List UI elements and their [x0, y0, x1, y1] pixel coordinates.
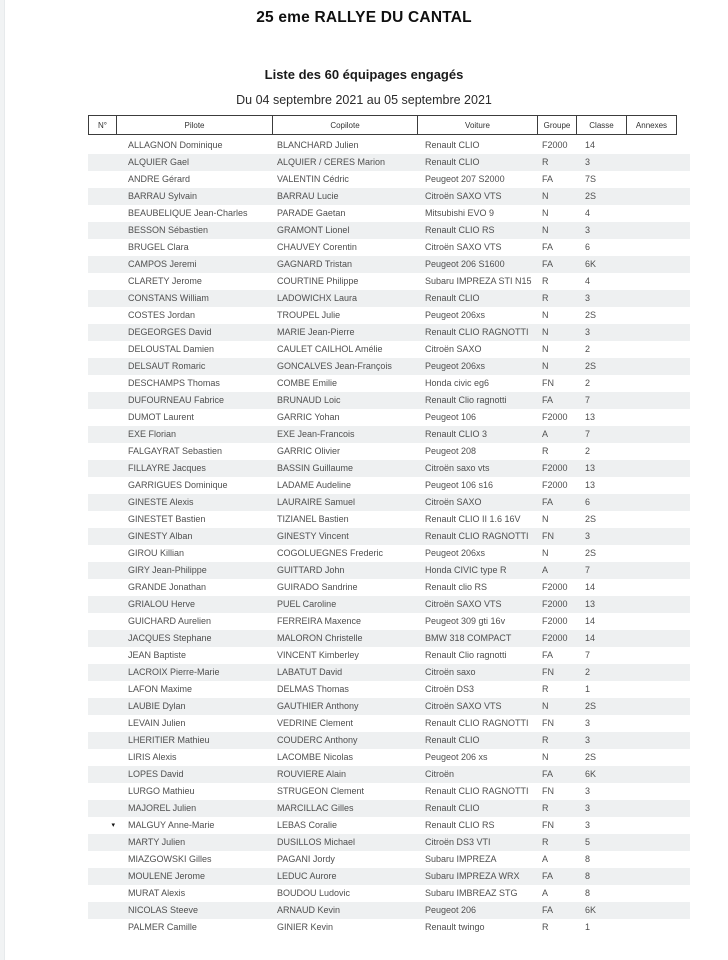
cell-voiture: Renault CLIO RAGNOTTI	[425, 718, 529, 728]
cell-pilote: LACROIX Pierre-Marie	[128, 667, 220, 677]
cell-voiture: Citroën SAXO VTS	[425, 701, 502, 711]
cell-groupe: FN	[542, 531, 554, 541]
cell-pilote: CONSTANS William	[128, 293, 209, 303]
table-row	[88, 596, 690, 613]
cell-classe: 6	[585, 497, 591, 507]
cell-groupe: FA	[542, 905, 554, 915]
table-row	[88, 562, 690, 579]
table-row	[88, 392, 690, 409]
table-row	[88, 443, 690, 460]
cell-pilote: MURAT Alexis	[128, 888, 186, 898]
cell-voiture: Subaru IMBREAZ STG	[425, 888, 518, 898]
cell-copilote: BOUDOU Ludovic	[277, 888, 351, 898]
table-row	[88, 885, 690, 902]
cell-voiture: Renault CLIO RAGNOTTI	[425, 786, 529, 796]
cell-groupe: F2000	[542, 412, 568, 422]
table-body	[88, 137, 690, 936]
cell-classe: 6K	[585, 769, 597, 779]
cell-groupe: FA	[542, 497, 554, 507]
cell-pilote: FALGAYRAT Sebastien	[128, 446, 223, 456]
cell-pilote: GIROU Killian	[128, 548, 185, 558]
cell-groupe: FA	[542, 242, 554, 252]
table-row	[88, 868, 690, 885]
cell-classe: 2S	[585, 191, 597, 201]
cell-classe: 6	[585, 242, 591, 252]
cell-pilote: EXE Florian	[128, 429, 177, 439]
table-row	[88, 358, 690, 375]
cell-classe: 8	[585, 854, 591, 864]
table-row	[88, 222, 690, 239]
cell-classe: 5	[585, 837, 591, 847]
column-header-classe: Classe	[577, 115, 627, 135]
cell-voiture: Citroën DS3 VTI	[425, 837, 491, 847]
cell-copilote: PAGANI Jordy	[277, 854, 335, 864]
cell-copilote: MALORON Christelle	[277, 633, 363, 643]
table-row	[88, 307, 690, 324]
cell-pilote: BARRAU Sylvain	[128, 191, 198, 201]
cell-groupe: FA	[542, 769, 554, 779]
cell-classe: 2S	[585, 701, 597, 711]
cell-copilote: ALQUIER / CERES Marion	[277, 157, 386, 167]
cell-voiture: Renault CLIO	[425, 157, 480, 167]
cell-groupe: R	[542, 735, 549, 745]
cell-groupe: R	[542, 922, 549, 932]
cell-copilote: CHAUVEY Corentin	[277, 242, 357, 252]
event-date-range: Du 04 septembre 2021 au 05 septembre 2021	[236, 93, 492, 107]
cell-groupe: F2000	[542, 599, 568, 609]
cell-pilote: CAMPOS Jeremi	[128, 259, 197, 269]
cell-groupe: R	[542, 276, 549, 286]
cell-voiture: Citroën DS3	[425, 684, 475, 694]
cell-copilote: COMBE Emilie	[277, 378, 338, 388]
cell-pilote: JEAN Baptiste	[128, 650, 187, 660]
cell-pilote: DELOUSTAL Damien	[128, 344, 215, 354]
cell-voiture: Citroën SAXO VTS	[425, 242, 502, 252]
cell-voiture: Renault CLIO	[425, 293, 480, 303]
cell-classe: 4	[585, 208, 591, 218]
cell-voiture: Honda civic eg6	[425, 378, 490, 388]
cell-copilote: BARRAU Lucie	[277, 191, 339, 201]
cell-copilote: LABATUT David	[277, 667, 343, 677]
cell-voiture: Renault clio RS	[425, 582, 488, 592]
cell-pilote: MOULENE Jerome	[128, 871, 206, 881]
cell-groupe: N	[542, 361, 549, 371]
cell-classe: 14	[585, 140, 596, 150]
column-header-pilote: Pilote	[117, 115, 273, 135]
cell-voiture: Peugeot 206 S1600	[425, 259, 505, 269]
cell-groupe: FA	[542, 174, 554, 184]
cell-pilote: BESSON Sébastien	[128, 225, 209, 235]
table-row	[88, 273, 690, 290]
cell-classe: 3	[585, 531, 591, 541]
cell-voiture: Citroën SAXO	[425, 497, 482, 507]
page-edge-shadow	[0, 0, 5, 960]
cell-pilote: PALMER Camille	[128, 922, 197, 932]
cell-copilote: GRAMONT Lionel	[277, 225, 350, 235]
table-row	[88, 630, 690, 647]
cell-classe: 3	[585, 786, 591, 796]
cell-classe: 2	[585, 344, 591, 354]
table-row	[88, 613, 690, 630]
cell-classe: 6K	[585, 259, 597, 269]
cell-copilote: DUSILLOS Michael	[277, 837, 356, 847]
cell-classe: 7	[585, 565, 591, 575]
table-row	[88, 460, 690, 477]
cell-voiture: Renault CLIO	[425, 735, 480, 745]
column-header-annexes: Annexes	[627, 115, 677, 135]
cell-groupe: R	[542, 157, 549, 167]
cell-copilote: LACOMBE Nicolas	[277, 752, 354, 762]
cell-copilote: GARRIC Yohan	[277, 412, 340, 422]
cell-voiture: Peugeot 206xs	[425, 310, 486, 320]
table-row	[88, 426, 690, 443]
cell-voiture: Peugeot 206	[425, 905, 477, 915]
cell-copilote: LADOWICHX Laura	[277, 293, 358, 303]
cell-voiture: Subaru IMPREZA WRX	[425, 871, 520, 881]
cell-copilote: GUIRADO Sandrine	[277, 582, 358, 592]
cell-voiture: Renault CLIO RAGNOTTI	[425, 531, 529, 541]
cell-classe: 13	[585, 599, 596, 609]
cell-pilote: DELSAUT Romaric	[128, 361, 206, 371]
cell-classe: 2	[585, 446, 591, 456]
cell-pilote: MAJOREL Julien	[128, 803, 197, 813]
cell-copilote: TROUPEL Julie	[277, 310, 341, 320]
cell-groupe: FN	[542, 667, 554, 677]
table-row	[88, 715, 690, 732]
cell-pilote: DESCHAMPS Thomas	[128, 378, 220, 388]
cell-copilote: MARCILLAC Gilles	[277, 803, 354, 813]
cell-classe: 3	[585, 803, 591, 813]
cell-voiture: Citroën SAXO VTS	[425, 599, 502, 609]
table-row	[88, 409, 690, 426]
table-row	[88, 902, 690, 919]
cell-copilote: COURTINE Philippe	[277, 276, 359, 286]
cell-voiture: BMW 318 COMPACT	[425, 633, 512, 643]
table-row	[88, 664, 690, 681]
cell-groupe: FA	[542, 871, 554, 881]
cell-classe: 3	[585, 327, 591, 337]
table-row	[88, 477, 690, 494]
cell-pilote: DUFOURNEAU Fabrice	[128, 395, 225, 405]
cell-voiture: Subaru IMPREZA STI N15	[425, 276, 532, 286]
cell-voiture: Mitsubishi EVO 9	[425, 208, 495, 218]
row-marker: ▾	[111, 822, 115, 829]
cell-pilote: DEGEORGES David	[128, 327, 212, 337]
cell-copilote: CAULET CAILHOL Amélie	[277, 344, 383, 354]
cell-classe: 8	[585, 871, 591, 881]
cell-copilote: BLANCHARD Julien	[277, 140, 359, 150]
cell-copilote: GONCALVES Jean-François	[277, 361, 392, 371]
cell-groupe: FN	[542, 378, 554, 388]
cell-classe: 2	[585, 667, 591, 677]
table-row	[88, 528, 690, 545]
cell-voiture: Renault CLIO II 1.6 16V	[425, 514, 521, 524]
cell-groupe: FA	[542, 650, 554, 660]
cell-pilote: JACQUES Stephane	[128, 633, 212, 643]
cell-pilote: GRANDE Jonathan	[128, 582, 207, 592]
cell-copilote: LEBAS Coralie	[277, 820, 338, 830]
cell-classe: 7S	[585, 174, 597, 184]
cell-voiture: Renault CLIO RS	[425, 820, 495, 830]
cell-classe: 4	[585, 276, 591, 286]
cell-pilote: GARRIGUES Dominique	[128, 480, 228, 490]
cell-classe: 3	[585, 225, 591, 235]
cell-voiture: Peugeot 206xs	[425, 361, 486, 371]
cell-pilote: GIRY Jean-Philippe	[128, 565, 207, 575]
table-row	[88, 205, 690, 222]
cell-groupe: N	[542, 752, 549, 762]
cell-groupe: R	[542, 837, 549, 847]
cell-classe: 3	[585, 718, 591, 728]
cell-pilote: MALGUY Anne-Marie	[128, 820, 215, 830]
cell-voiture: Renault CLIO	[425, 803, 480, 813]
cell-copilote: PARADE Gaetan	[277, 208, 346, 218]
table-row	[88, 766, 690, 783]
cell-classe: 1	[585, 922, 591, 932]
cell-copilote: GUITTARD John	[277, 565, 345, 575]
cell-pilote: LHERITIER Mathieu	[128, 735, 210, 745]
cell-groupe: N	[542, 514, 549, 524]
cell-classe: 3	[585, 820, 591, 830]
cell-voiture: Peugeot 106	[425, 412, 477, 422]
cell-groupe: N	[542, 310, 549, 320]
table-row	[88, 919, 690, 936]
cell-groupe: F2000	[542, 140, 568, 150]
cell-groupe: F2000	[542, 616, 568, 626]
cell-classe: 2S	[585, 548, 597, 558]
cell-groupe: N	[542, 701, 549, 711]
cell-pilote: GINESTY Alban	[128, 531, 193, 541]
page-title: 25 eme RALLYE DU CANTAL	[256, 9, 472, 26]
cell-voiture: Citroën saxo vts	[425, 463, 490, 473]
table-row	[88, 579, 690, 596]
cell-copilote: MARIE Jean-Pierre	[277, 327, 355, 337]
cell-pilote: LAFON Maxime	[128, 684, 193, 694]
cell-groupe: A	[542, 888, 549, 898]
cell-classe: 6K	[585, 905, 597, 915]
cell-copilote: EXE Jean-Francois	[277, 429, 355, 439]
cell-pilote: ALQUIER Gael	[128, 157, 190, 167]
cell-groupe: N	[542, 344, 549, 354]
cell-groupe: R	[542, 293, 549, 303]
cell-voiture: Peugeot 208	[425, 446, 477, 456]
cell-voiture: Citroën saxo	[425, 667, 476, 677]
cell-voiture: Citroën SAXO VTS	[425, 191, 502, 201]
cell-copilote: GINIER Kevin	[277, 922, 334, 932]
table-row	[88, 171, 690, 188]
cell-voiture: Renault twingo	[425, 922, 485, 932]
cell-copilote: VALENTIN Cédric	[277, 174, 349, 184]
table-row	[88, 783, 690, 800]
cell-classe: 2S	[585, 752, 597, 762]
entry-count-subtitle: Liste des 60 équipages engagés	[264, 67, 464, 82]
cell-voiture: Renault Clio ragnotti	[425, 395, 507, 405]
cell-copilote: COGOLUEGNES Frederic	[277, 548, 384, 558]
cell-voiture: Renault CLIO RS	[425, 225, 495, 235]
cell-groupe: A	[542, 429, 549, 439]
column-header-num: N°	[88, 115, 117, 135]
cell-classe: 13	[585, 463, 596, 473]
table-row	[88, 681, 690, 698]
table-row	[88, 732, 690, 749]
cell-groupe: R	[542, 446, 549, 456]
cell-pilote: COSTES Jordan	[128, 310, 196, 320]
cell-groupe: F2000	[542, 582, 568, 592]
cell-pilote: GINESTE Alexis	[128, 497, 194, 507]
cell-copilote: FERREIRA Maxence	[277, 616, 362, 626]
cell-classe: 14	[585, 633, 596, 643]
cell-classe: 3	[585, 735, 591, 745]
cell-groupe: FN	[542, 786, 554, 796]
cell-classe: 8	[585, 888, 591, 898]
table-row	[88, 494, 690, 511]
cell-copilote: BRUNAUD Loic	[277, 395, 341, 405]
column-header-voiture: Voiture	[418, 115, 538, 135]
cell-classe: 2	[585, 378, 591, 388]
cell-voiture: Citroën SAXO	[425, 344, 482, 354]
table-row	[88, 647, 690, 664]
cell-groupe: R	[542, 684, 549, 694]
cell-pilote: DUMOT Laurent	[128, 412, 194, 422]
cell-groupe: N	[542, 225, 549, 235]
cell-groupe: N	[542, 548, 549, 558]
cell-classe: 2S	[585, 310, 597, 320]
cell-voiture: Renault CLIO	[425, 140, 480, 150]
cell-voiture: Peugeot 106 s16	[425, 480, 494, 490]
table-row	[88, 817, 690, 834]
cell-groupe: A	[542, 565, 549, 575]
table-row	[88, 851, 690, 868]
cell-pilote: LEVAIN Julien	[128, 718, 186, 728]
cell-copilote: GAUTHIER Anthony	[277, 701, 359, 711]
cell-voiture: Subaru IMPREZA	[425, 854, 497, 864]
entry-table	[88, 115, 677, 932]
table-header-row	[88, 115, 677, 135]
cell-pilote: LURGO Mathieu	[128, 786, 195, 796]
cell-pilote: GUICHARD Aurelien	[128, 616, 212, 626]
table-row	[88, 375, 690, 392]
cell-classe: 2S	[585, 514, 597, 524]
cell-pilote: GRIALOU Herve	[128, 599, 196, 609]
cell-classe: 3	[585, 293, 591, 303]
table-row	[88, 341, 690, 358]
cell-classe: 2S	[585, 361, 597, 371]
cell-pilote: BRUGEL Clara	[128, 242, 189, 252]
cell-classe: 7	[585, 395, 591, 405]
cell-groupe: A	[542, 854, 549, 864]
cell-copilote: VINCENT Kimberley	[277, 650, 359, 660]
cell-copilote: STRUGEON Clement	[277, 786, 365, 796]
cell-copilote: BASSIN Guillaume	[277, 463, 354, 473]
cell-pilote: GINESTET Bastien	[128, 514, 206, 524]
cell-pilote: CLARETY Jerome	[128, 276, 202, 286]
cell-classe: 7	[585, 650, 591, 660]
cell-pilote: LIRIS Alexis	[128, 752, 177, 762]
cell-classe: 14	[585, 582, 596, 592]
cell-copilote: GINESTY Vincent	[277, 531, 349, 541]
cell-copilote: LEDUC Aurore	[277, 871, 337, 881]
cell-copilote: LADAME Audeline	[277, 480, 352, 490]
cell-pilote: BEAUBELIQUE Jean-Charles	[128, 208, 248, 218]
cell-copilote: VEDRINE Clement	[277, 718, 354, 728]
table-row	[88, 239, 690, 256]
cell-groupe: R	[542, 803, 549, 813]
cell-groupe: N	[542, 191, 549, 201]
cell-groupe: F2000	[542, 633, 568, 643]
cell-voiture: Renault CLIO RAGNOTTI	[425, 327, 529, 337]
cell-copilote: LAURAIRE Samuel	[277, 497, 356, 507]
cell-copilote: COUDERC Anthony	[277, 735, 358, 745]
cell-voiture: Renault CLIO 3	[425, 429, 488, 439]
cell-pilote: MIAZGOWSKI Gilles	[128, 854, 212, 864]
cell-copilote: GARRIC Olivier	[277, 446, 341, 456]
cell-groupe: FA	[542, 395, 554, 405]
cell-pilote: ALLAGNON Dominique	[128, 140, 223, 150]
table-row	[88, 800, 690, 817]
cell-classe: 3	[585, 157, 591, 167]
table-row	[88, 256, 690, 273]
cell-groupe: F2000	[542, 463, 568, 473]
cell-copilote: PUEL Caroline	[277, 599, 337, 609]
table-row	[88, 545, 690, 562]
cell-pilote: LAUBIE Dylan	[128, 701, 186, 711]
cell-groupe: F2000	[542, 480, 568, 490]
table-row	[88, 834, 690, 851]
cell-classe: 13	[585, 480, 596, 490]
cell-voiture: Peugeot 207 S2000	[425, 174, 505, 184]
cell-groupe: FN	[542, 718, 554, 728]
cell-copilote: TIZIANEL Bastien	[277, 514, 349, 524]
cell-copilote: ARNAUD Kevin	[277, 905, 341, 915]
cell-copilote: DELMAS Thomas	[277, 684, 349, 694]
table-row	[88, 137, 690, 154]
cell-groupe: N	[542, 208, 549, 218]
cell-voiture: Peugeot 206 xs	[425, 752, 488, 762]
cell-classe: 14	[585, 616, 596, 626]
cell-voiture: Citroën	[425, 769, 455, 779]
cell-groupe: N	[542, 327, 549, 337]
table-row	[88, 290, 690, 307]
cell-voiture: Renault Clio ragnotti	[425, 650, 507, 660]
cell-classe: 13	[585, 412, 596, 422]
cell-copilote: ROUVIERE Alain	[277, 769, 347, 779]
table-row	[88, 698, 690, 715]
cell-pilote: LOPES David	[128, 769, 184, 779]
cell-voiture: Honda CIVIC type R	[425, 565, 507, 575]
column-header-groupe: Groupe	[538, 115, 577, 135]
table-row	[88, 324, 690, 341]
table-row	[88, 749, 690, 766]
table-row	[88, 188, 690, 205]
table-row	[88, 511, 690, 528]
table-row	[88, 154, 690, 171]
cell-pilote: ANDRE Gérard	[128, 174, 191, 184]
cell-groupe: FA	[542, 259, 554, 269]
cell-groupe: FN	[542, 820, 554, 830]
cell-pilote: NICOLAS Steeve	[128, 905, 199, 915]
cell-voiture: Peugeot 206xs	[425, 548, 486, 558]
cell-copilote: GAGNARD Tristan	[277, 259, 353, 269]
cell-pilote: FILLAYRE Jacques	[128, 463, 206, 473]
cell-voiture: Peugeot 309 gti 16v	[425, 616, 506, 626]
cell-classe: 1	[585, 684, 591, 694]
column-header-copilote: Copilote	[273, 115, 418, 135]
cell-classe: 7	[585, 429, 591, 439]
cell-pilote: MARTY Julien	[128, 837, 186, 847]
